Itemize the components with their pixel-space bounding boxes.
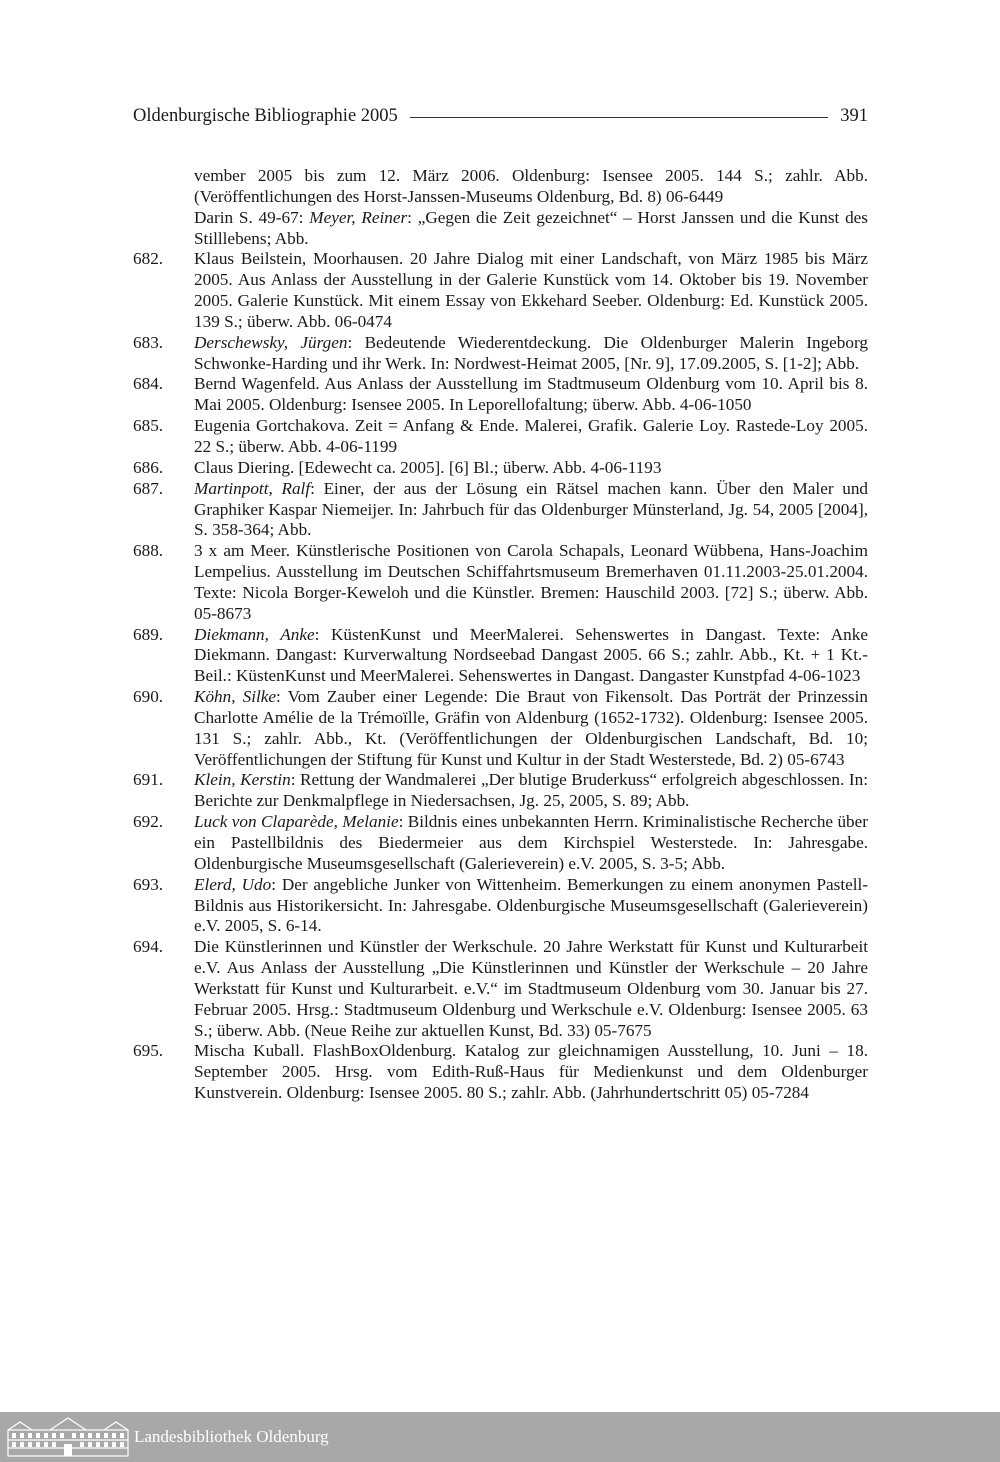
entry-text — [194, 541, 868, 624]
entry-number: 683. — [133, 332, 164, 352]
entry-number: 682. — [133, 249, 164, 269]
entry-author: Derschewsky, Jürgen — [194, 332, 348, 352]
entry-description: : Einer, der aus der Lösung ein Rätsel machen kann. Über den Maler und Graphiker Kaspar Niemeijer. In: Jahrbuch für das Oldenburger Münsterland, Jg. 54, 2005 [2004], S. 358-364; Abb. — [194, 478, 869, 540]
entry-number: 687. — [133, 478, 164, 498]
entry-author: Klein, Kerstin — [194, 770, 291, 790]
bibliography-entry — [133, 249, 868, 332]
entry-text — [194, 687, 868, 770]
entry-text — [194, 770, 868, 812]
entry-description: Klaus Beilstein, Moorhausen. 20 Jahre Dialog mit einer Landschaft, von März 1985 bis März 2005. Aus Anlass der Ausstellung in der Galerie Kunstück vom 14. Oktober bis 19. November 2005. Galerie Kunstück. Mit einem Essay von Ekkehard Seeber. Oldenburg: Ed. Kunstück 2005. 139 S.; überw. Abb. 06-0474 — [194, 249, 868, 331]
entry-number: 688. — [133, 541, 164, 561]
entry-number: 695. — [133, 1041, 164, 1061]
entry-description: : Der angebliche Junker von Wittenheim. Bemerkungen zu einem anonymen Pastell-Bildnis aus Historikersicht. In: Jahresgabe. Oldenburgische Museumsgesellschaft (Galerieverein) e.V. 2005, S. 6-14. — [194, 874, 869, 936]
entry-number: 694. — [133, 937, 164, 957]
entry-number: 691. — [133, 770, 164, 790]
bibliography-entry — [133, 416, 868, 458]
entry-text — [194, 875, 868, 938]
entry-description: Claus Diering. [Edewecht ca. 2005]. [6] Bl.; überw. Abb. 4-06-1193 — [194, 457, 662, 477]
entry-text — [194, 479, 868, 542]
bibliography-entry — [133, 770, 868, 812]
entry-number: 684. — [133, 374, 164, 394]
entry-description: Die Künstlerinnen und Künstler der Werkschule. 20 Jahre Werkstatt für Kunst und Kulturarbeit e.V. Aus Anlass der Ausstellung „Die Künstlerinnen und Künstler der Werkschule – 20 Jahre Werkstatt für Kunst und Kulturarbeit. e.V.“ im Stadtmuseum Oldenburg vom 30. Januar bis 27. Februar 2005. Hrsg.: Stadtmuseum Oldenburg und Werkschule e.V. Oldenburg: Isensee 2005. 63 S.; überw. Abb. (Neue Reihe zur aktuellen Kunst, Bd. 33) 05-7675 — [194, 937, 868, 1040]
entry-author: Diekmann, Anke — [194, 624, 315, 644]
continuation-block — [194, 166, 868, 249]
entry-number: 693. — [133, 874, 164, 894]
entry-author: Martinpott, Ralf — [194, 478, 311, 498]
entry-text — [194, 458, 868, 479]
entry-description: 3 x am Meer. Künstlerische Positionen von Carola Schapals, Leonard Wübbena, Hans-Joachim Lempelius. Ausstellung im Deutschen Schiffahrtsmuseum Bremerhaven 01.11.2003-25.01.2004. Texte: Nicola Borger-Keweloh und die Künstler. Bremen: Hauschild 2003. [72] S.; überw. Abb. 05-8673 — [194, 541, 868, 623]
header-title: Oldenburgische Bibliographie 2005 — [133, 105, 398, 126]
entry-number: 690. — [133, 687, 164, 707]
entry-description: : Vom Zauber einer Legende: Die Braut von Fikensolt. Das Porträt der Prinzessin Charlotte Amélie de la Trémoïlle, Gräfin von Aldenburg (1652-1732). Oldenburg: Isensee 2005. 131 S.; zahlr. Abb., Kt. (Veröffentlichungen der Oldenburgischen Landschaft, Bd. 10; Veröffentlichungen der Stiftung für Kunst und Kultur in der Stadt Westerstede, Bd. 2) 05-6743 — [194, 687, 868, 769]
entry-text — [194, 625, 868, 688]
entry-description: Mischa Kuball. FlashBoxOldenburg. Katalog zur gleichnamigen Ausstellung, 10. Juni – 18. September 2005. Hrsg. vom Edith-Ruß-Haus für Medienkunst und dem Oldenburger Kunstverein. Oldenburg: Isensee 2005. 80 S.; zahlr. Abb. (Jahrhundertschritt 05) 05-7284 — [194, 1041, 868, 1103]
bibliography-entry — [133, 479, 868, 542]
entry-number: 689. — [133, 624, 164, 644]
bibliography-entry — [133, 937, 868, 1041]
bibliography-entry — [133, 875, 868, 938]
entry-text — [194, 374, 868, 416]
footer-bar — [0, 1412, 1000, 1462]
library-name: Landesbibliothek Oldenburg — [134, 1427, 329, 1446]
bibliography-list — [133, 166, 868, 1104]
running-header — [133, 104, 868, 128]
entry-description: Eugenia Gortchakova. Zeit = Anfang & Ende. Malerei, Grafik. Galerie Loy. Rastede-Loy 2005. 22 S.; überw. Abb. 4-06-1199 — [194, 416, 868, 456]
bibliography-entry — [133, 333, 868, 375]
bibliography-entry — [133, 541, 868, 624]
bibliography-entry — [133, 812, 868, 875]
bibliography-entry — [133, 1041, 868, 1104]
library-building-logo-icon — [6, 1416, 130, 1458]
entry-text — [194, 333, 868, 375]
entry-description: Bernd Wagenfeld. Aus Anlass der Ausstellung im Stadtmuseum Oldenburg vom 10. April bis 8. Mai 2005. Oldenburg: Isensee 2005. In Leporellofaltung; überw. Abb. 4-06-1050 — [194, 374, 868, 415]
entry-text — [194, 249, 868, 332]
entry-text — [194, 812, 868, 875]
continuation-note: Darin S. 49-67: Meyer, Reiner: „Gegen die Zeit gezeichnet“ – Horst Janssen und die Kunst des Stilllebens; Abb. — [194, 207, 868, 248]
bibliography-entry — [133, 458, 868, 479]
note-author: Meyer, Reiner — [309, 207, 408, 227]
entry-number: 686. — [133, 457, 164, 477]
entry-number: 685. — [133, 416, 164, 436]
entry-description: : Bedeutende Wiederentdeckung. Die Oldenburger Malerin Ingeborg Schwonke-Harding und ihr Werk. In: Nordwest-Heimat 2005, [Nr. 9], 17.09.2005, S. [1-2]; Abb. — [194, 332, 868, 373]
entry-number: 692. — [133, 812, 164, 832]
page-number: 391 — [840, 105, 868, 126]
entry-description: : KüstenKunst und MeerMalerei. Sehenswertes in Dangast. Texte: Anke Diekmann. Dangast: Kurverwaltung Nordseebad Dangast 2005. 66 S.; zahlr. Abb., Kt. + 1 Kt.-Beil.: KüstenKunst und MeerMalerei. Sehenswertes in Dangast. Dangaster Kunstpfad 4-06-1023 — [194, 624, 868, 686]
entry-text — [194, 937, 868, 1041]
entry-text — [194, 1041, 868, 1104]
bibliography-entry — [133, 687, 868, 770]
bibliography-entry — [133, 625, 868, 688]
continuation-text: vember 2005 bis zum 12. März 2006. Oldenburg: Isensee 2005. 144 S.; zahlr. Abb. (Veröffentlichungen des Horst-Janssen-Museums Oldenburg, Bd. 8) 06-6449 — [194, 166, 868, 206]
entry-author: Luck von Claparède, Melanie — [194, 812, 399, 832]
entry-author: Elerd, Udo — [194, 874, 272, 894]
entry-description: : Rettung der Wandmalerei „Der blutige Bruderkuss“ erfolgreich abgeschlossen. In: Berichte zur Denkmalpflege in Niedersachsen, Jg. 25, 2005, S. 89; Abb. — [194, 770, 868, 811]
entry-author: Köhn, Silke — [194, 687, 277, 707]
entry-text — [194, 416, 868, 458]
bibliography-entry — [133, 374, 868, 416]
header-rule — [410, 117, 828, 118]
entry-description: : Bildnis eines unbekannten Herrn. Kriminalistische Recherche über ein Pastellbildnis des Biedermeier aus dem Kirchspiel Westerstede. In: Jahresgabe. Oldenburgische Museumsgesellschaft (Galerieverein) e.V. 2005, S. 3-5; Abb. — [194, 812, 868, 873]
